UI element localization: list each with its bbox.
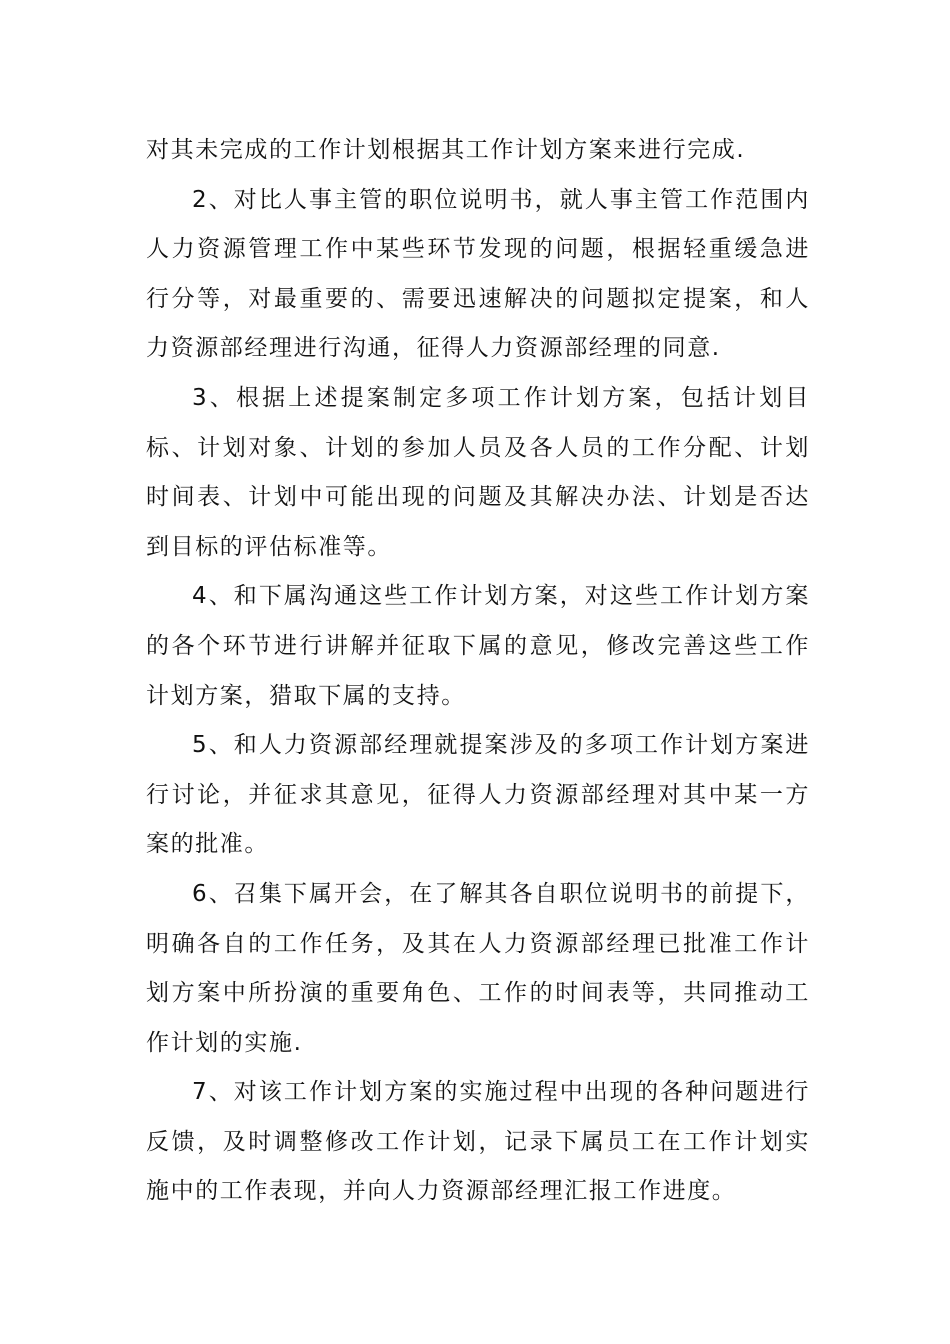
paragraph-item-6: 6、召集下属开会，在了解其各自职位说明书的前提下，明确各自的工作任务，及其在人力资源部经理已批准工作计划方案中所扮演的重要角色、工作的时间表等，共同推动工作计划的实施. — [146, 880, 810, 1056]
paragraph-item-3: 3、根据上述提案制定多项工作计划方案，包括计划目标、计划对象、计划的参加人员及各人员的工作分配、计划时间表、计划中可能出现的问题及其解决办法、计划是否达到目标的评估标准等。 — [146, 384, 810, 560]
paragraph-continuation: 对其未完成的工作计划根据其工作计划方案来进行完成. — [146, 137, 746, 163]
paragraph-item-7: 7、对该工作计划方案的实施过程中出现的各种问题进行反馈，及时调整修改工作计划，记录下属员工在工作计划实施中的工作表现，并向人力资源部经理汇报工作进度。 — [146, 1079, 810, 1205]
paragraph-item-4: 4、和下属沟通这些工作计划方案，对这些工作计划方案的各个环节进行讲解并征取下属的意见，修改完善这些工作计划方案，猎取下属的支持。 — [146, 583, 810, 709]
paragraph-item-5: 5、和人力资源部经理就提案涉及的多项工作计划方案进行讨论，并征求其意见，征得人力资源部经理对其中某一方案的批准。 — [146, 732, 810, 858]
paragraph-item-2: 2、对比人事主管的职位说明书，就人事主管工作范围内人力资源管理工作中某些环节发现的问题，根据轻重缓急进行分等，对最重要的、需要迅速解决的问题拟定提案，和人力资源部经理进行沟通，征得人力资源部经理的同意. — [146, 186, 810, 362]
document-body — [146, 126, 810, 1217]
